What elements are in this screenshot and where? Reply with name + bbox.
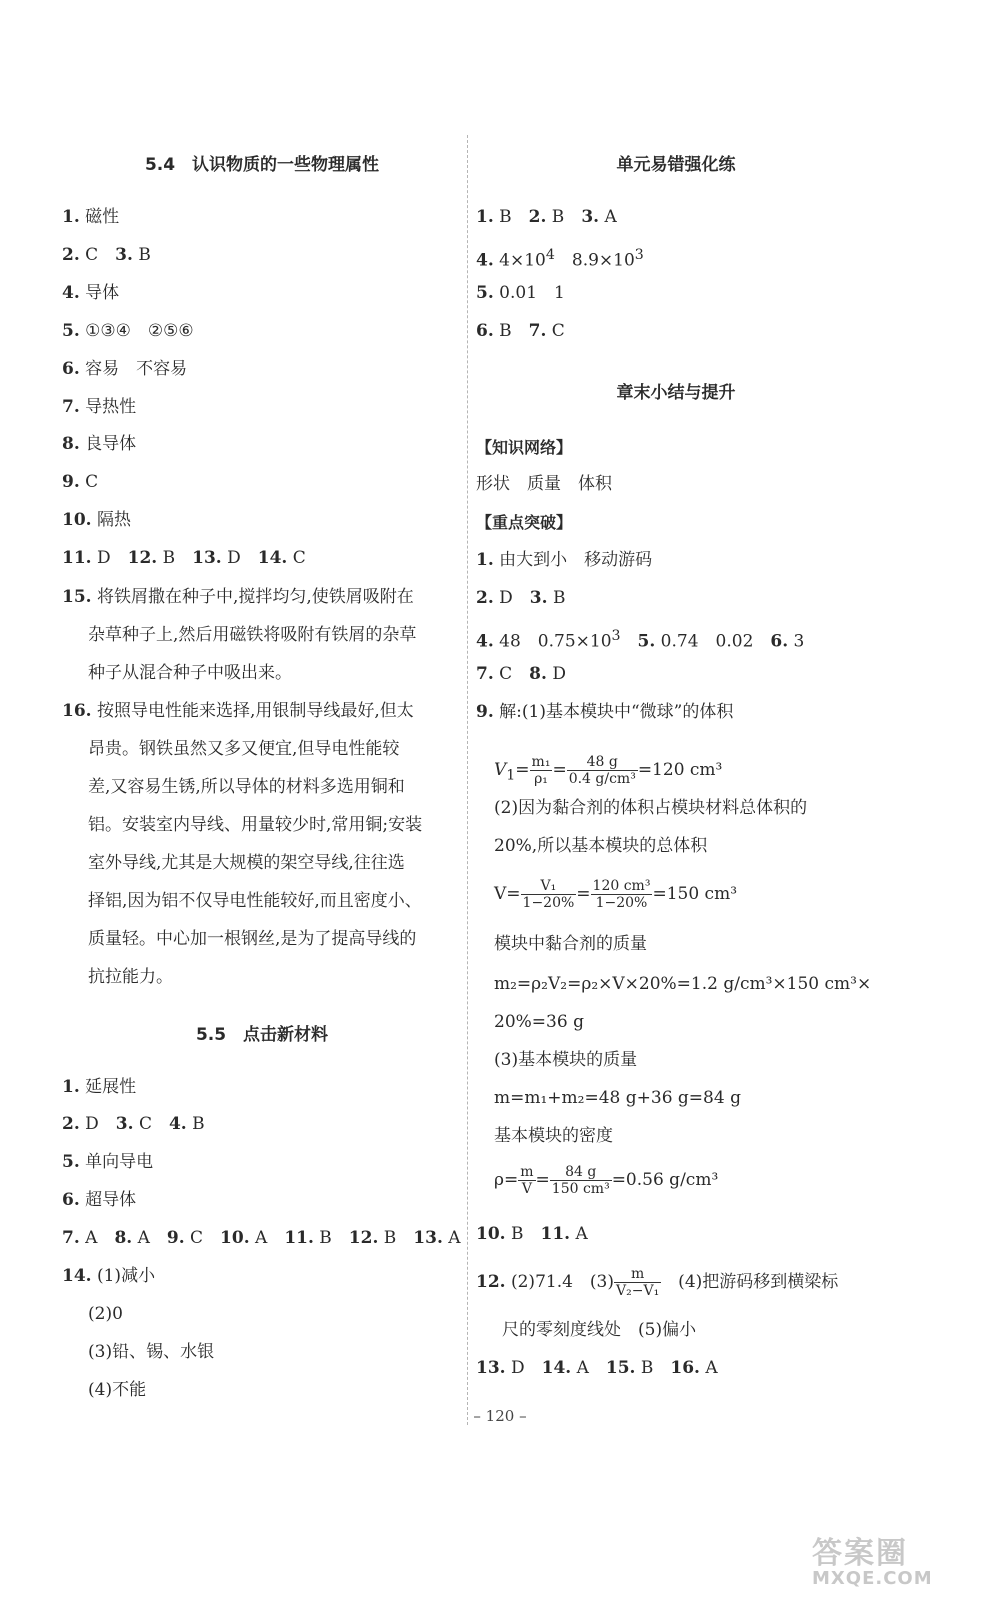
answer-line: 8. 良导体 — [62, 434, 137, 454]
answer-12-cont: 尺的零刻度线处 (5)偏小 — [502, 1320, 697, 1340]
equation-rho: ρ= $\frac{m}{V}$ = $\frac{84 g}{\text{150 cm³}}$ =0.56 g/cm³ — [494, 1164, 719, 1197]
watermark-url: MXQE.COM — [812, 1568, 933, 1589]
left-column — [62, 0, 462, 1420]
equation-m: m=m₁+m₂=48 g+36 g=84 g — [494, 1088, 741, 1108]
section-title-unit-practice: 单元易错强化练 — [616, 155, 736, 175]
answer-line: 6. B 7. C — [476, 321, 565, 341]
answer-line: 13. D 14. A 15. B 16. A — [476, 1358, 718, 1378]
answer-line: 4. 导体 — [62, 283, 120, 303]
key-breakthrough-label: 【重点突破】 — [476, 513, 573, 532]
answer-line: 1. 由大到小 移动游码 — [476, 550, 653, 570]
right-column — [476, 0, 876, 1420]
column-divider — [467, 135, 468, 1425]
answer-line: 4. 48 $0.75\times 10^3$ 5. 0.74 0.02 6. 3 — [476, 628, 805, 652]
answer-line: 4. $4\times 10^4$ $8.9\times 10^3$ — [476, 247, 644, 271]
page-number: – 120 – — [473, 1407, 527, 1425]
answer-line: 9. C — [62, 472, 99, 492]
answer-line: 2. D 3. C 4. B — [62, 1114, 205, 1134]
answer-line: 2. D 3. B — [476, 588, 566, 608]
answer-line: 10. B 11. A — [476, 1224, 588, 1244]
answer-line: 1. 磁性 — [62, 207, 120, 227]
answer-9-part5: 基本模块的密度 — [494, 1126, 613, 1146]
answer-9-part4: (3)基本模块的质量 — [494, 1050, 638, 1070]
equation-m2-cont: 20%=36 g — [494, 1012, 584, 1032]
answer-9-part3: 模块中黏合剂的质量 — [494, 934, 647, 954]
answer-14-part: (4)不能 — [88, 1380, 147, 1400]
section-title-5-4: 5.4 认识物质的一些物理属性 — [144, 155, 380, 175]
answer-line: 6. 容易 不容易 — [62, 359, 188, 379]
knowledge-line: 形状 质量 体积 — [476, 474, 612, 494]
answer-line: 5. 0.01 1 — [476, 283, 565, 303]
answer-14-part: (2)0 — [88, 1304, 123, 1324]
answer-line: 10. 隔热 — [62, 510, 131, 530]
answer-9-part2: (2)因为黏合剂的体积占模块材料总体积的 — [494, 798, 808, 818]
equation-m2: m₂=ρ₂V₂=ρ₂×V×20%=1.2 g/cm³×150 cm³× — [494, 974, 872, 994]
answer-line: 2. C 3. B — [62, 245, 151, 265]
answer-line: 11. D 12. B 13. D 14. C — [62, 548, 306, 568]
section-title-chapter-summary: 章末小结与提升 — [616, 383, 736, 403]
answer-14: 14. (1)减小 — [62, 1266, 156, 1286]
answer-line: 7. A 8. A 9. C 10. A 11. B 12. B 13. A — [62, 1228, 461, 1248]
answer-line: 7. C 8. D — [476, 664, 566, 684]
answer-line: 7. 导热性 — [62, 397, 137, 417]
equation-v1: $V_1=$ $\frac{\text{m₁}}{\text{ρ₁}}$ = $\frac{48 g}{\text{0.4 g/cm³}}$ =120 cm³ — [494, 754, 723, 787]
equation-v: V= $\frac{\text{V₁}}{1-20\%}$ = $\frac{\text{120 cm³}}{1-20\%}$ =150 cm³ — [494, 878, 738, 911]
watermark-logo — [812, 1528, 982, 1588]
answer-14-part: (3)铅、锡、水银 — [88, 1342, 215, 1362]
answer-16: 16. 按照导电性能来选择,用银制导线最好,但太 昂贵。钢铁虽然又多又便宜,但导电性能较 差,又容易生锈,所以导体的材料多选用铜和 铝。安装室内导线、用量较少时,常用铜;安装 室外导线,尤其是大规模的架空导线,往往选 择铝,因为铝不仅导电性能较好,而且密度小、 质量轻。中心加一根钢丝,是为了提高导线的 抗拉能力。 — [62, 701, 423, 987]
answer-line: 1. 延展性 — [62, 1077, 137, 1097]
answer-line: 1. B 2. B 3. A — [476, 207, 617, 227]
answer-12: 12. (2)71.4 (3) $\frac{m}{\text{V₂−V₁}}$ (4)把游码移到横梁标 — [476, 1266, 839, 1299]
knowledge-network-label: 【知识网络】 — [476, 438, 573, 457]
answer-15: 15. 将铁屑撒在种子中,搅拌均匀,使铁屑吸附在 杂草种子上,然后用磁铁将吸附有铁屑的杂草 种子从混合种子中吸出来。 — [62, 587, 417, 683]
watermark-text: 答案圈 — [812, 1536, 908, 1571]
answer-9-intro: 9. 解:(1)基本模块中“微球”的体积 — [476, 702, 734, 722]
answer-line: 5. 单向导电 — [62, 1152, 154, 1172]
section-title-5-5: 5.5 点击新材料 — [195, 1025, 329, 1045]
answer-9-part2: 20%,所以基本模块的总体积 — [494, 836, 708, 856]
answer-line: 5. ①③④ ②⑤⑥ — [62, 321, 194, 341]
answer-line: 6. 超导体 — [62, 1190, 137, 1210]
